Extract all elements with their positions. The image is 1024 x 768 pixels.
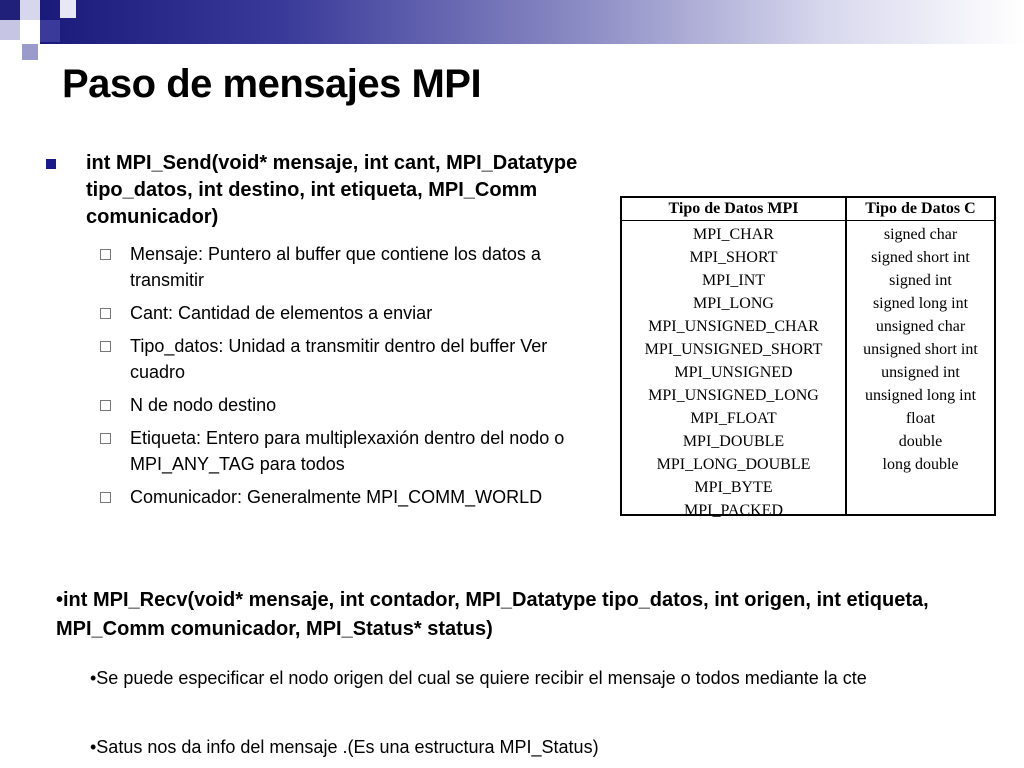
datatype-table (620, 196, 996, 519)
mpi-recv-signature: •int MPI_Recv(void* mensaje, int contador, MPI_Datatype tipo_datos, int origen, int etiqueta, MPI_Comm comunicador, MPI_Status* status) (56, 589, 929, 640)
decorative-square (20, 20, 40, 40)
c-type-column (847, 223, 994, 476)
c-type-cell: long double (882, 456, 959, 473)
mpi-type-cell: MPI_LONG_DOUBLE (656, 456, 811, 473)
mpi-type-cell: MPI_UNSIGNED_SHORT (644, 341, 823, 358)
param-item (46, 484, 606, 510)
mpi-type-cell: MPI_DOUBLE (682, 433, 785, 450)
decorative-square (0, 0, 20, 20)
c-type-cell: signed long int (872, 295, 969, 312)
header-gradient-bar (40, 0, 1024, 44)
c-type-cell: unsigned short int (863, 341, 978, 358)
mpi-send-signature: int MPI_Send(void* mensaje, int cant, MPI_Datatype tipo_datos, int destino, int etiqueta, MPI_Comm comunicador) (86, 152, 578, 228)
slide-title: Paso de mensajes MPI (62, 62, 482, 106)
param-item (46, 241, 606, 293)
c-type-cell: float (905, 410, 936, 427)
mpi-type-cell: MPI_BYTE (694, 479, 773, 496)
table-header-c: Tipo de Datos C (865, 200, 976, 217)
mpi-type-cell: MPI_CHAR (693, 226, 774, 243)
hollow-square-bullet-icon (100, 308, 111, 319)
param-item (46, 425, 606, 477)
param-text: Etiqueta: Entero para multiplexaxión dentro del nodo o MPI_ANY_TAG para todos (130, 428, 565, 474)
mpi-type-cell: MPI_UNSIGNED (674, 364, 793, 381)
decorative-square (22, 44, 38, 60)
decorative-square (0, 20, 20, 40)
recv-note: •Se puede especificar el nodo origen del cual se quiere recibir el mensaje o todos mediante la cte (90, 668, 867, 688)
hollow-square-bullet-icon (100, 433, 111, 444)
param-text: N de nodo destino (130, 395, 277, 415)
mpi-send-bullet (46, 150, 606, 231)
hollow-square-bullet-icon (100, 492, 111, 503)
c-type-cell: unsigned char (875, 318, 966, 335)
c-type-cell: signed short int (871, 249, 970, 266)
decorative-square (60, 0, 76, 18)
mpi-send-section (46, 150, 606, 517)
param-list (46, 241, 606, 510)
recv-note: •Satus nos da info del mensaje .(Es una estructura MPI_Status) (90, 737, 599, 757)
mpi-type-cell: MPI_UNSIGNED_LONG (648, 387, 819, 404)
param-text: Comunicador: Generalmente MPI_COMM_WORLD (130, 487, 543, 507)
c-type-cell: signed char (883, 226, 958, 243)
param-item (46, 333, 606, 385)
param-item (46, 392, 606, 418)
c-type-cell: double (898, 433, 943, 450)
mpi-type-cell: MPI_UNSIGNED_CHAR (648, 318, 819, 335)
param-text: Mensaje: Puntero al buffer que contiene los datos a transmitir (130, 244, 541, 290)
square-bullet-icon (46, 159, 56, 169)
param-text: Tipo_datos: Unidad a transmitir dentro del buffer Ver cuadro (130, 336, 548, 382)
param-text: Cant: Cantidad de elementos a enviar (130, 303, 433, 323)
param-item (46, 300, 606, 326)
table-header-rule (622, 220, 994, 221)
decorative-square (20, 0, 40, 20)
mpi-type-cell: MPI_FLOAT (690, 410, 777, 427)
hollow-square-bullet-icon (100, 400, 111, 411)
c-type-cell: signed int (889, 272, 952, 289)
hollow-square-bullet-icon (100, 249, 111, 260)
mpi-type-cell: MPI_PACKED (684, 502, 783, 519)
decorative-square (40, 20, 60, 42)
mpi-type-cell: MPI_INT (701, 272, 766, 289)
table-header-mpi: Tipo de Datos MPI (668, 200, 799, 217)
mpi-type-column (622, 223, 845, 522)
c-type-cell: unsigned long int (864, 387, 977, 404)
hollow-square-bullet-icon (100, 341, 111, 352)
mpi-type-cell: MPI_SHORT (689, 249, 778, 266)
mpi-type-cell: MPI_LONG (693, 295, 774, 312)
c-type-cell: unsigned int (881, 364, 960, 381)
